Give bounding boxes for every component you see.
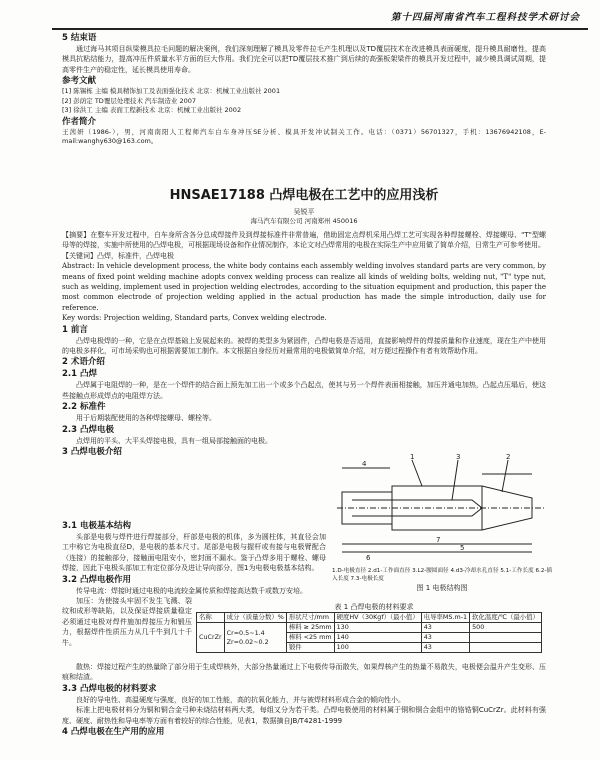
figure-1 — [332, 452, 552, 598]
abstract-en: Abstract: In vehicle development process, the white body contains each assembly welding involves standard parts are very common, by means of fixed point welding machine adopts convex welding process can realize all kinds of welding bolts, welding nut, "T" type nut, such as welding, implement used in projection welding electrodes, according to the situation equipment and production, this paper the most common electrode of projection welding applied in the actual production has made the simple introduction, daily use for reference. — [62, 262, 546, 312]
label-1: 1 — [410, 453, 415, 461]
reference-3: [3] 徐洪工 主编 表面工程新技术 北京：机械工业出版社 2002 — [62, 106, 242, 115]
header-softening: 软化温度/℃（最小值） — [470, 613, 542, 623]
abstract-cn: 【摘要】在整车开发过程中，白车身所含各分总成焊接件及到焊接标准件非常普遍，借助固定点焊机采用凸焊工艺可实现各种焊接螺栓、焊接螺母、"T"型螺母等的焊接，实施中所使用的凸焊电极，可根据现场设备和作业情况制作，本论文对凸焊常用的电极在实际生产中应用做了简单介绍，日常生产可参考使用。 — [62, 230, 546, 250]
label-7: 7 — [436, 536, 441, 544]
section-4-heading: 4 凸焊电极在生产用的应用 — [62, 727, 165, 738]
table-1 — [196, 602, 552, 653]
leader-2 — [502, 460, 508, 492]
cell-hv: 100 — [334, 643, 421, 653]
header-composition: 成分（质量分数）% — [224, 613, 286, 623]
section-3-3-heading: 3.3 凸焊电极的材料要求 — [62, 683, 157, 694]
label-5: 5 — [460, 544, 465, 552]
section-2-1-text: 凸焊属于电阻焊的一种，是在一个焊件的结合面上预先加工出一个或多个凸起点，使其与另一个焊件表面相接触，加压并通电加热，凸起点压塌后，使这些接触点形成焊点的电阻焊方法。 — [62, 381, 546, 400]
conclusion-heading: 5 结束语 — [62, 33, 97, 43]
header-shape: 形状尺寸/mm — [286, 613, 334, 623]
cell-soft — [470, 643, 542, 653]
cell-hv: 130 — [334, 623, 421, 633]
reference-1: [1] 陈锡栋 主编 模具精饰加工及表面强化技术 北京：机械工业出版社 2001 — [62, 87, 281, 96]
article-affiliation: 海马汽车有限公司 河南郑州 450016 — [250, 217, 358, 226]
section-3-1-heading: 3.1 电极基本结构 — [62, 521, 132, 531]
cell-material: CuCrZr — [197, 623, 225, 653]
cell-ms: 43 — [421, 643, 469, 653]
leader-3 — [452, 460, 458, 500]
article-head — [62, 184, 546, 458]
header-conductivity: 电导率MS.m-1 — [421, 613, 469, 623]
keywords-en: Key words: Projection welding, Standard parts, Convex welding electrode. — [62, 314, 327, 323]
figure-caption: 图 1 电极结构图 — [416, 584, 468, 593]
section-1-text: 凸焊电极焊的一种，它是在点焊基础上发展起来的。被焊的类型多为紧固件，凸焊电极是否适用，直接影响焊件的焊接质量和作业速度，现在生产中使用的电极多样化，可市场采购也可根据需要加工制作。本文根据自身经历对最常用的电极做简单介绍，对方便过程操作有者有效帮助作用。 — [62, 336, 546, 355]
section-2-2-heading: 2.2 标准件 — [62, 402, 106, 413]
label-2: 2 — [506, 453, 511, 461]
section-3-2-heading: 3.2 凸焊电极作用 — [62, 574, 132, 585]
leader-1 — [412, 460, 422, 486]
table-header-row — [197, 613, 542, 623]
references-heading: 参考文献 — [62, 76, 97, 87]
cell-shape: 锻件 — [286, 643, 334, 653]
figure-parts-legend: 1.D-电极直径 2.d1-工作面直径 3.L2-腰圆面径 4.d3-冷却水孔直径 5.1-工作长度 6.2-插入长度 7.3-电极长度 — [332, 568, 552, 582]
composition-zr: Zr=0.02~0.2 — [226, 637, 269, 646]
reference-2: [2] 彭荫定 TD覆层处理技术 汽车制造业 2007 — [62, 96, 196, 105]
section-2-heading: 2 术语介绍 — [62, 357, 105, 368]
section-3-heading: 3 凸焊电极介绍 — [62, 447, 122, 457]
running-header — [52, 6, 588, 30]
section-3-2-text-3: 散热：焊接过程产生的热量除了部分用于生成焊核外，大部分热量通过上下电极传导而散失，如果焊核产生的热量不易散失，电极便会温升产生变形、压痕和结渣。 — [62, 663, 546, 682]
cell-shape: 棒料 ≥ 25mm — [286, 623, 334, 633]
author-bio-heading: 作者简介 — [62, 116, 97, 127]
article-author: 吴锐平 — [293, 208, 315, 216]
label-6: 6 — [366, 554, 371, 562]
label-4: 4 — [362, 460, 367, 468]
cell-soft — [470, 633, 542, 643]
composition-cr: Cr=0.5~1.4 — [226, 628, 265, 637]
conclusion-text: 通过海马其项目纵梁模具拉毛问题的解决案例，我们深刻理解了模具及零件拉毛产生机理以及TD覆层技术在改进模具表面硬度，提升模具耐磨性，提高模具抗粘结能力，提高冲压件质量水平方面的巨大作用。我们完全可以把TD覆层技术推广到后续的高强板架梁件的模具开发过程中，减少模具调试周期，提高零件生产的稳定性，延长模具使用寿命。 — [62, 45, 546, 74]
materials-table — [196, 612, 542, 653]
section-2-1-heading: 2.1 凸焊 — [62, 369, 98, 380]
section-2-3-text: 点焊用的平头、大平头焊接电极，具有一组局部接触面的电极。 — [76, 436, 272, 445]
section-3-2-text-1: 传导电流：焊接时通过电极的电流较金属传质和焊接高达数千或数万安培。 — [76, 586, 307, 595]
cell-soft: 500 — [470, 623, 542, 633]
section-2-3-heading: 2.3 凸焊电极 — [62, 424, 115, 435]
section-2-2-text: 用于后期装配使用的各种焊接螺母、螺栓等。 — [76, 414, 216, 423]
prev-article-conclusion — [62, 32, 546, 147]
cell-hv: 140 — [334, 633, 421, 643]
article-title: HNSAE17188 凸焊电极在工艺中的应用浅析 — [169, 188, 439, 203]
header-hardness: 硬度HV（30Kgf）（最小值） — [334, 613, 421, 623]
section-3-3-text-1: 良好的导电性、高温硬度与强度，良好的加工性能，高的抗氧化能力，并与被焊材料形成合金的倾向性小。 — [76, 695, 405, 704]
cell-ms: 43 — [421, 633, 469, 643]
bottom-text — [62, 662, 546, 738]
cell-ms: 43 — [421, 623, 469, 633]
cell-shape: 棒料 <25 mm — [286, 633, 334, 643]
table-caption: 表 1 凸焊电极的材料要求 — [334, 603, 414, 611]
header-title: 第十四届河南省汽车工程科技学术研讨会 — [390, 12, 580, 23]
author-bio: 王茜妍（1986-），男，河南南阳人工程师汽车白车身冲压SE分析、模具开发冲试制关工作。电话：（0371）56701327，手机：13676942108，E-mail:wanghy630@163.com。 — [62, 127, 546, 146]
section-3-3-text-2: 标准上把电极材料分为铜和铜合金弓种未烧结材料两大类，每组又分为若干类。凸焊电极使用的材料属于铜和铜合金组中的铬锆铜CuCrZr。此材料有强度、硬度、耐热性和导电率等方面有着较好的综合性能，见表1，数据摘自JB/T4281-1999 — [62, 706, 546, 725]
electrode-drawing — [332, 452, 552, 564]
table-row — [197, 623, 542, 633]
cell-composition — [224, 623, 286, 653]
section-3-1-text: 头部是电极与焊件进行焊接部分，杆部是电极的机体，多为圆柱体，其直径会加工中称它为电极直径D，是电极的基本尺寸。尾部是电极与握杆或有接与电极臂配合（连接）的接触部分，接触面电阻安小，密封面不漏水。鉴于凸焊多用于螺栓、螺母焊接，因此下电极头部加工有定位部分及进让导向部分，图1为电极电极基本结构。 — [62, 533, 326, 573]
keywords-cn: 【关键词】凸焊，标准件，凸焊电极 — [62, 251, 174, 260]
section-3-2-text-2: 加压：为使接头牢固不发生飞溅、裂纹和成形等缺陷，以及保证焊接质量稳定必须通过电极对焊件施加焊接压力和锻压力，根据焊件性质压力从几千牛到几十千牛。 — [62, 597, 192, 647]
section-1-heading: 1 前言 — [62, 324, 88, 335]
header-name: 名称 — [197, 613, 225, 623]
label-3: 3 — [456, 453, 461, 461]
